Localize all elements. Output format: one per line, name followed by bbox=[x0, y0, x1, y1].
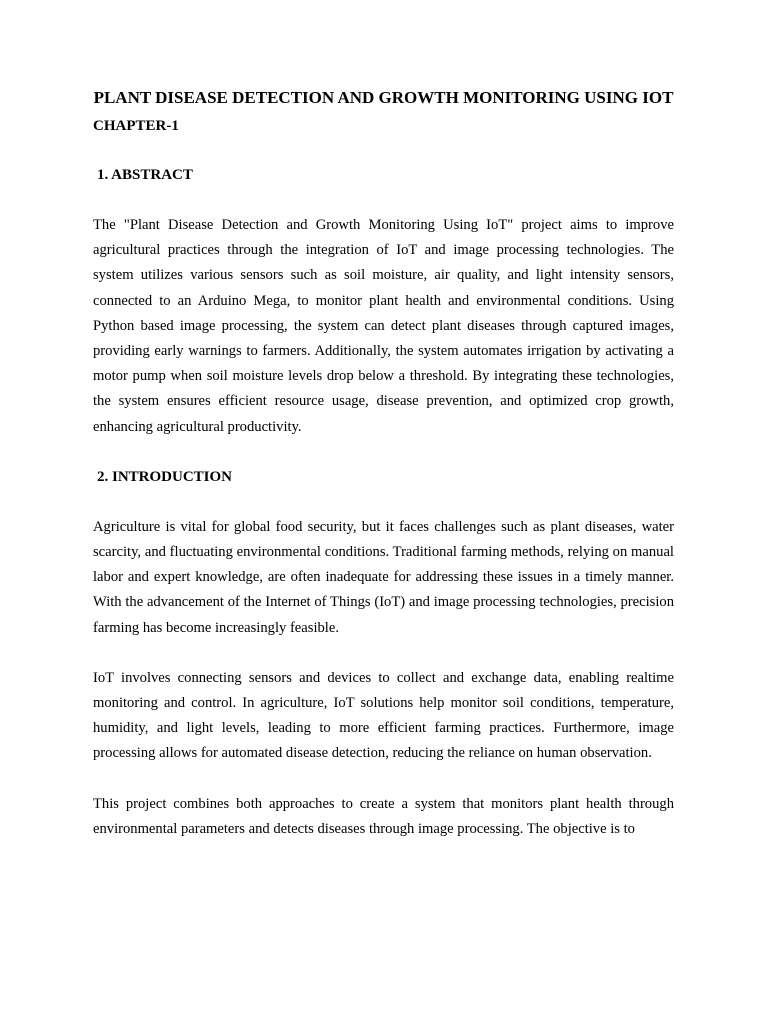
introduction-paragraph-1: Agriculture is vital for global food security, but it faces challenges such as plant diseases, water scarcity, and fluctuating environmental conditions. Traditional farming methods, relying on manual labor and expert knowledge, are often inadequate for addressing these issues in a timely manner. With the advancement of the Internet of Things (IoT) and image processing technologies, precision farming has become increasingly feasible. bbox=[93, 518, 674, 636]
chapter-label: CHAPTER-1 bbox=[93, 118, 179, 134]
document-title: PLANT DISEASE DETECTION AND GROWTH MONITORING USING IOT bbox=[93, 88, 674, 107]
abstract-paragraph: The "Plant Disease Detection and Growth Monitoring Using IoT" project aims to improve agricultural practices through the integration of IoT and image processing technologies. The system utilizes various sensors such as soil moisture, air quality, and light intensity sensors, connected to an Arduino Mega, to monitor plant health and environmental conditions. Using Python based image processing, the system can detect plant diseases through captured images, providing early warnings to farmers. Additionally, the system automates irrigation by activating a motor pump when soil moisture levels drop below a threshold. By integrating these technologies, the system ensures efficient resource usage, disease prevention, and optimized crop growth, enhancing agricultural productivity. bbox=[93, 217, 674, 435]
section-heading-abstract: 1. ABSTRACT bbox=[97, 167, 193, 183]
introduction-paragraph-3: This project combines both approaches to create a system that monitors plant health through environmental parameters and detects diseases through image processing. The objective is to bbox=[93, 795, 674, 837]
introduction-paragraph-2: IoT involves connecting sensors and devices to collect and exchange data, enabling realtime monitoring and control. In agriculture, IoT solutions help monitor soil conditions, temperature, humidity, and light levels, leading to more efficient farming practices. Furthermore, image processing allows for automated disease detection, reducing the reliance on human observation. bbox=[93, 669, 674, 762]
page-content bbox=[93, 84, 674, 842]
section-heading-introduction: 2. INTRODUCTION bbox=[97, 468, 233, 485]
